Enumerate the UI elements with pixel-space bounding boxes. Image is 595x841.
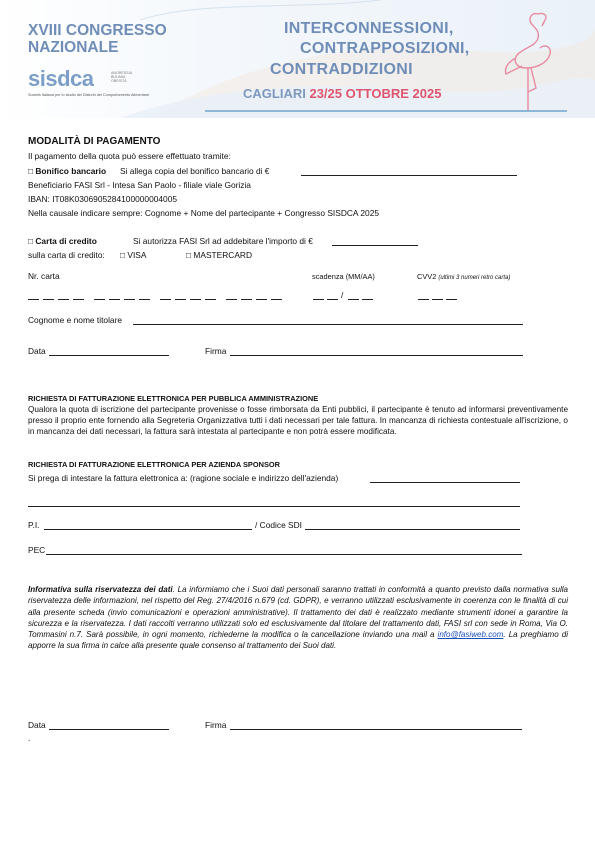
bonifico-amount-field[interactable]: [301, 175, 517, 176]
pec-label: PEC: [28, 545, 46, 555]
expiry-label: scadenza (MM/AA): [312, 272, 375, 281]
event-city: CAGLIARI: [243, 86, 306, 101]
event-location-dates: [243, 86, 441, 101]
sisdca-logo: [28, 66, 94, 92]
carta-amount-field[interactable]: [332, 245, 418, 246]
footer-dot: .: [28, 733, 31, 743]
footer-date-field[interactable]: [49, 729, 169, 730]
visa-checkbox[interactable]: □ VISA: [120, 250, 147, 260]
cardholder-label: Cognome e nome titolare: [28, 315, 123, 325]
logo-wordmark: sisdca: [28, 66, 94, 91]
card-number-label: Nr. carta: [28, 271, 60, 281]
event-dates: 23/25 OTTOBRE 2025: [309, 86, 442, 101]
privacy-notice: [28, 584, 568, 652]
mastercard-checkbox[interactable]: □ MASTERCARD: [186, 250, 253, 260]
causale: Nella causale indicare sempre: Cognome + Nome del partecipante + Congresso SISDCA 2025: [28, 208, 380, 218]
logo-sub-2: BULIMIA: [111, 75, 126, 80]
date-label: Data: [28, 346, 46, 356]
theme-line2: CONTRAPPOSIZIONI,: [300, 40, 470, 57]
sponsor-address-field[interactable]: [28, 506, 520, 507]
pec-field[interactable]: [46, 554, 522, 555]
sponsor-company-field[interactable]: [370, 482, 520, 483]
beneficiary: Beneficiario FASI Srl - Intesa San Paolo - filiale viale Gorizia: [28, 180, 251, 190]
iban: IBAN: IT08K0306905284100000004005: [28, 194, 178, 204]
privacy-text-1: . La informiamo che i Suoi dati personali saranno trattati in conformità a quanto previsto dalla normativa sulla riservatezza delle informazioni, nel rispetto del Reg. 27/4/2016 n.679 (cd. GDPR), e verranno utilizzati esclusivamente in coerenza con le finalità di cui alla presente scheda (invio comunicazioni e operazioni amministrative). Il trattamento dei dati è realizzato mediante strumenti idonei a garantire la sicurezza e la riservatezza. I dati raccolti verranno utilizzati solo ed esclusivamente dal titolare del trattamento dati, FASI srl con sede in Roma, Via O. Tommasini n.7. Sarà possibile, in ogni momento, richiederne la modifica o la cancellazione inviando una mail a: [28, 585, 568, 640]
payment-heading: MODALITÀ DI PAGAMENTO: [28, 136, 161, 147]
date-field[interactable]: [49, 355, 169, 356]
sponsor-text: Si prega di intestare la fattura elettronica a: (ragione sociale e indirizzo dell'azienda): [28, 473, 339, 483]
pa-heading: RICHIESTA DI FATTURAZIONE ELETTRONICA PER PUBBLICA AMMINISTRAZIONE: [28, 394, 319, 403]
theme-line1: INTERCONNESSIONI,: [284, 20, 454, 37]
privacy-email-link[interactable]: info@fasiweb.com: [437, 630, 504, 640]
logo-sub-3: OBESITÀ: [111, 79, 127, 84]
sdi-label: / Codice SDI: [255, 520, 303, 530]
congress-line1: XVIII CONGRESSO: [28, 22, 167, 39]
logo-sub-1: ANORESSIA: [111, 71, 132, 75]
congress-title: [28, 22, 167, 56]
logo-subtitle: [111, 71, 132, 84]
theme-line3: CONTRADDIZIONI: [270, 61, 413, 78]
footer-date-label: Data: [28, 720, 46, 730]
cardholder-field[interactable]: [133, 324, 523, 325]
cvv-label: [417, 272, 510, 281]
sponsor-heading: RICHIESTA DI FATTURAZIONE ELETTRONICA PER AZIENDA SPONSOR: [28, 460, 280, 469]
flamingo-illustration: [498, 8, 564, 112]
logo-caption: Società Italiana per lo studio dei Disturbi del Comportamento Alimentare: [28, 93, 150, 97]
payment-intro: Il pagamento della quota può essere effettuato tramite:: [28, 151, 231, 161]
sdi-field[interactable]: [305, 529, 520, 530]
bonifico-text: Si allega copia del bonifico bancario di €: [120, 166, 270, 176]
cvv-label-text: CVV2: [417, 272, 437, 281]
carta-text: Si autorizza FASI Srl ad addebitare l'importo di €: [133, 236, 313, 246]
privacy-lead: Informativa sulla riservatezza dei dati: [28, 585, 173, 594]
pi-label: P.I.: [28, 520, 40, 530]
signature-label: Firma: [205, 346, 227, 356]
cvv-note: (ultimi 3 numeri retro carta): [438, 275, 511, 281]
carta-checkbox[interactable]: □ Carta di credito: [28, 236, 97, 246]
pa-text: Qualora la quota di iscrizione del partecipante provenisse o fosse rimborsata da Enti pubblici, il partecipante è tenuto ad informarsi preventivamente presso il proprio ente fornendo alla Segreteria Organizzativa tutti i dati necessari per tale fattura. In mancanza di richiesta contestuale all'iscrizione, o in mancanza dei dati necessari, la fattura sarà intestata al partecipante e non potrà essere modificata.: [28, 405, 568, 437]
congress-line2: NAZIONALE: [28, 39, 119, 56]
signature-field[interactable]: [230, 355, 523, 356]
expiry-slash: /: [341, 290, 344, 300]
footer-signature-label: Firma: [205, 720, 227, 730]
pi-field[interactable]: [44, 529, 252, 530]
privacy-text-2: . La preghiamo di apporre la sua firma in calce alla presente quale consenso al trattamento dei Suoi dati.: [28, 630, 568, 651]
sulla-carta-label: sulla carta di credito:: [28, 250, 105, 260]
header-divider: [205, 110, 567, 112]
bonifico-checkbox[interactable]: □ Bonifico bancario: [28, 166, 107, 176]
footer-signature-field[interactable]: [230, 729, 522, 730]
